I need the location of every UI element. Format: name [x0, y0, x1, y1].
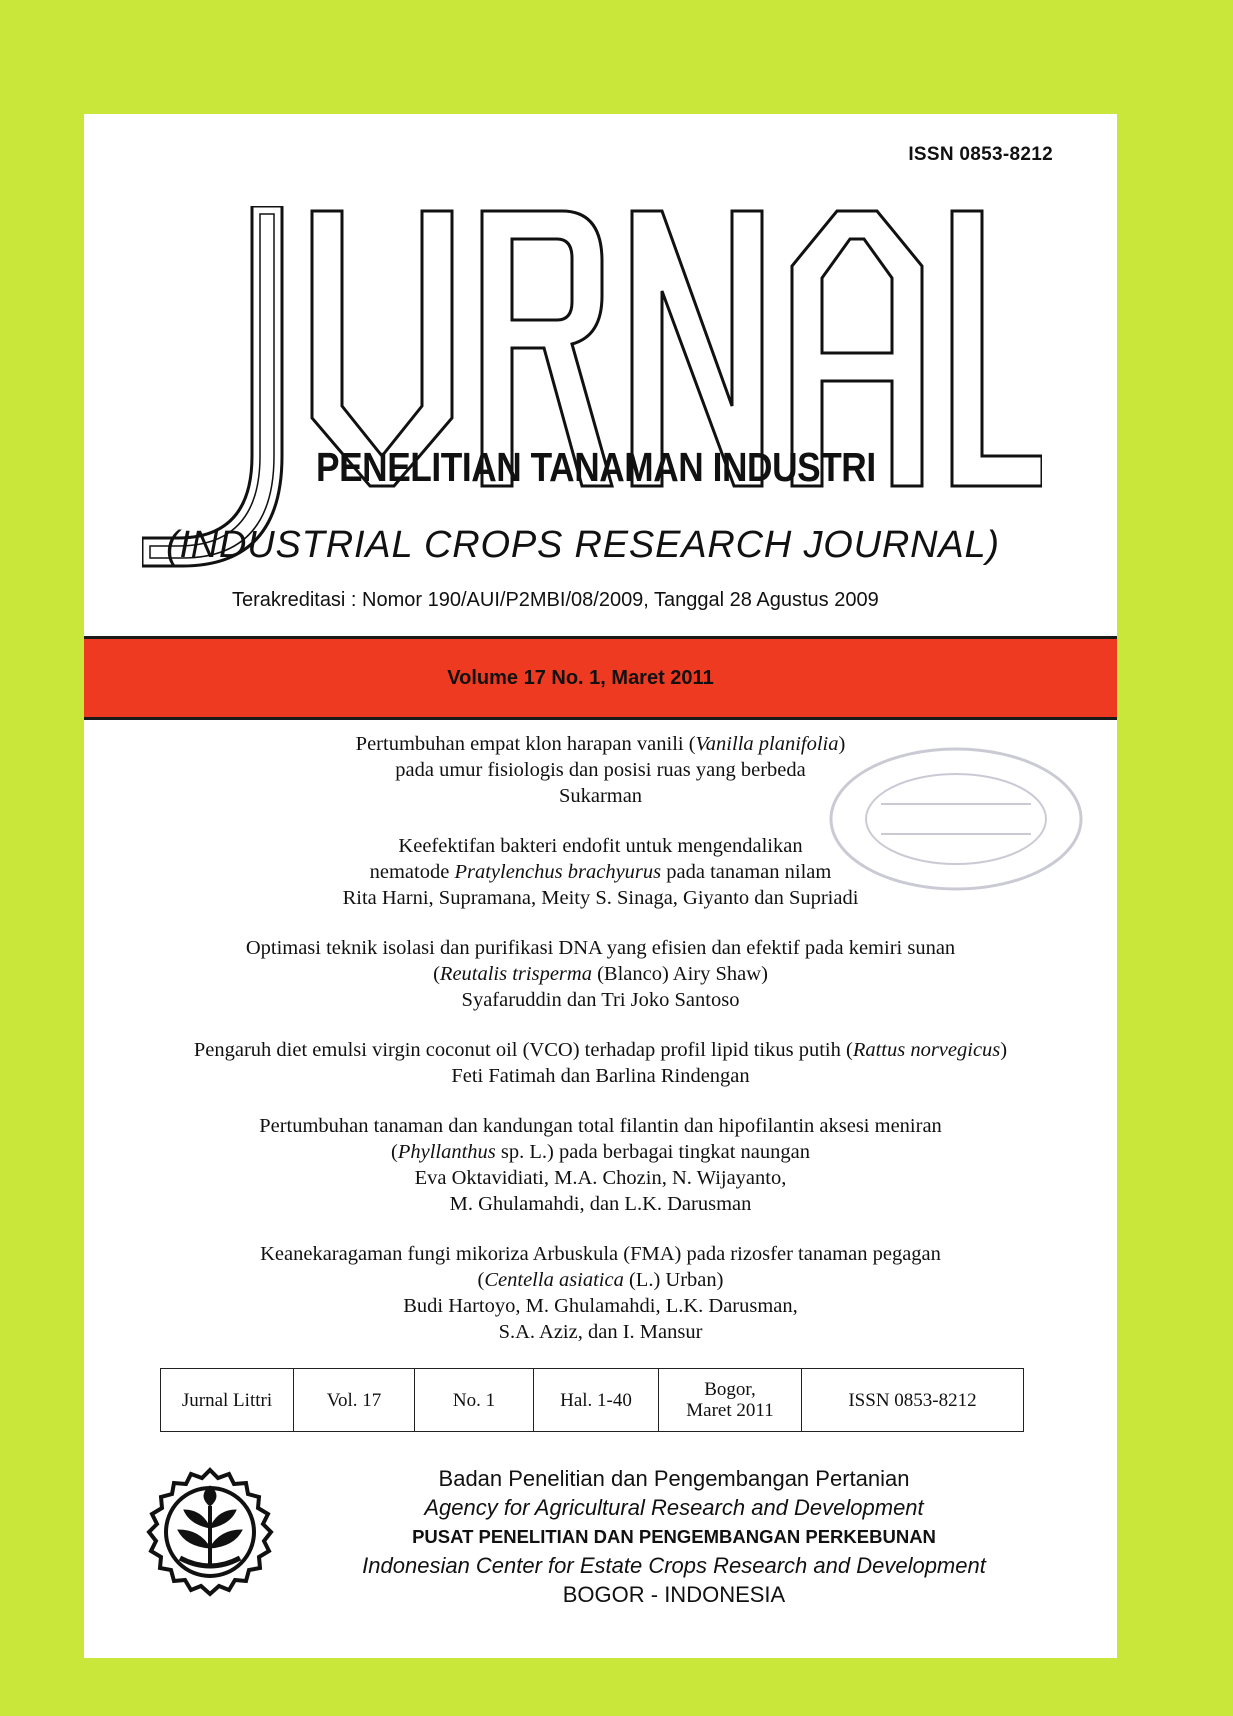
journal-title-en: (INDUSTRIAL CROPS RESEARCH JOURNAL) — [166, 524, 1000, 566]
accreditation-line: Terakreditasi : Nomor 190/AUI/P2MBI/08/2009, Tanggal 28 Agustus 2009 — [232, 589, 879, 611]
article-line — [84, 935, 1117, 961]
cell-issn: ISSN 0853-8212 — [802, 1369, 1024, 1432]
article-line — [84, 961, 1117, 987]
species-name: Centella asiatica — [484, 1269, 624, 1291]
publisher-block — [284, 1464, 1064, 1609]
article-text: Keefektifan bakteri endofit untuk mengendalikan — [398, 835, 803, 857]
agency-line-1: Badan Penelitian dan Pengembangan Pertanian — [438, 1466, 910, 1491]
volume-band — [84, 636, 1117, 720]
article-line — [84, 1037, 1117, 1063]
article-text: Feti Fatimah dan Barlina Rindengan — [451, 1065, 750, 1087]
article-text: Keanekaragaman fungi mikoriza Arbuskula (FMA) pada rizosfer tanaman pegagan — [260, 1243, 941, 1265]
article-line — [84, 1191, 1117, 1217]
article-text: Pertumbuhan empat klon harapan vanili ( — [355, 733, 696, 755]
article-entry — [84, 1241, 1117, 1345]
article-text: Optimasi teknik isolasi dan purifikasi DNA yang efisien dan efektif pada kemiri sunan — [245, 937, 956, 959]
article-text: sp. L.) pada berbagai tingkat naungan — [495, 1141, 810, 1163]
article-text: Budi Hartoyo, M. Ghulamahdi, L.K. Darusman, — [403, 1295, 798, 1317]
cell-pages: Hal. 1-40 — [534, 1369, 659, 1432]
cell-date: Maret 2011 — [686, 1400, 774, 1421]
agency-line-2: Agency for Agricultural Research and Development — [424, 1495, 924, 1520]
article-line — [84, 1241, 1117, 1267]
ministry-emblem — [140, 1466, 280, 1606]
article-text: Eva Oktavidiati, M.A. Chozin, N. Wijayanto, — [414, 1167, 787, 1189]
article-text: ) — [838, 733, 846, 755]
article-text: Sukarman — [558, 785, 643, 807]
cover-sheet — [84, 114, 1117, 1658]
article-entry — [84, 731, 1117, 809]
cell-journal: Jurnal Littri — [161, 1369, 294, 1432]
article-text: Syafaruddin dan Tri Joko Santoso — [461, 989, 740, 1011]
article-line — [84, 833, 1117, 859]
article-entry — [84, 1113, 1117, 1217]
article-text: nematode — [369, 861, 455, 883]
article-text: ( — [433, 963, 440, 985]
article-entry — [84, 833, 1117, 911]
article-text: ) — [1000, 1039, 1008, 1061]
article-line — [84, 1113, 1117, 1139]
article-line — [84, 885, 1117, 911]
agency-line-3: PUSAT PENELITIAN DAN PENGEMBANGAN PERKEBUNAN — [412, 1526, 936, 1547]
journal-title: PENELITIAN TANAMAN INDUSTRI — [316, 444, 876, 490]
article-line — [84, 1063, 1117, 1089]
article-text: Rita Harni, Supramana, Meity S. Sinaga, Giyanto dan Supriadi — [342, 887, 859, 909]
article-text: ( — [391, 1141, 398, 1163]
species-name: Pratylenchus brachyurus — [454, 861, 662, 883]
article-line — [84, 1139, 1117, 1165]
article-text: (L.) Urban) — [623, 1269, 724, 1291]
article-entry — [84, 1037, 1117, 1089]
species-name: Phyllanthus — [397, 1141, 496, 1163]
volume-label: Volume 17 No. 1, Maret 2011 — [447, 666, 714, 689]
article-text: pada umur fisiologis dan posisi ruas yang berbeda — [395, 759, 806, 781]
article-line — [84, 1293, 1117, 1319]
article-entry — [84, 935, 1117, 1013]
cell-place: Bogor, — [704, 1379, 756, 1400]
cell-number: No. 1 — [415, 1369, 534, 1432]
issue-info-table — [160, 1368, 1024, 1432]
article-text: ( — [477, 1269, 485, 1291]
article-text: Pengaruh diet emulsi virgin coconut oil (VCO) terhadap profil lipid tikus putih ( — [193, 1039, 853, 1061]
agency-line-4: Indonesian Center for Estate Crops Research and Development — [362, 1553, 986, 1578]
agency-line-5: BOGOR - INDONESIA — [562, 1582, 786, 1607]
article-text: S.A. Aziz, dan I. Mansur — [498, 1321, 703, 1343]
article-text: pada tanaman nilam — [661, 861, 832, 883]
article-line — [84, 783, 1117, 809]
species-name: Rattus norvegicus — [852, 1039, 1001, 1061]
article-line — [84, 757, 1117, 783]
species-name: Vanilla planifolia — [695, 733, 839, 755]
article-text: (Blanco) Airy Shaw) — [591, 963, 768, 985]
article-text: M. Ghulamahdi, dan L.K. Darusman — [449, 1193, 752, 1215]
article-line — [84, 987, 1117, 1013]
article-line — [84, 1319, 1117, 1345]
article-line — [84, 1267, 1117, 1293]
table-of-contents — [84, 731, 1117, 1369]
cell-volume: Vol. 17 — [294, 1369, 415, 1432]
species-name: Reutalis trisperma — [439, 963, 592, 985]
cell-place-date — [659, 1369, 802, 1432]
article-text: Pertumbuhan tanaman dan kandungan total filantin dan hipofilantin aksesi meniran — [259, 1115, 942, 1137]
article-line — [84, 1165, 1117, 1191]
article-line — [84, 859, 1117, 885]
article-line — [84, 731, 1117, 757]
issn-top: ISSN 0853-8212 — [908, 144, 1053, 165]
